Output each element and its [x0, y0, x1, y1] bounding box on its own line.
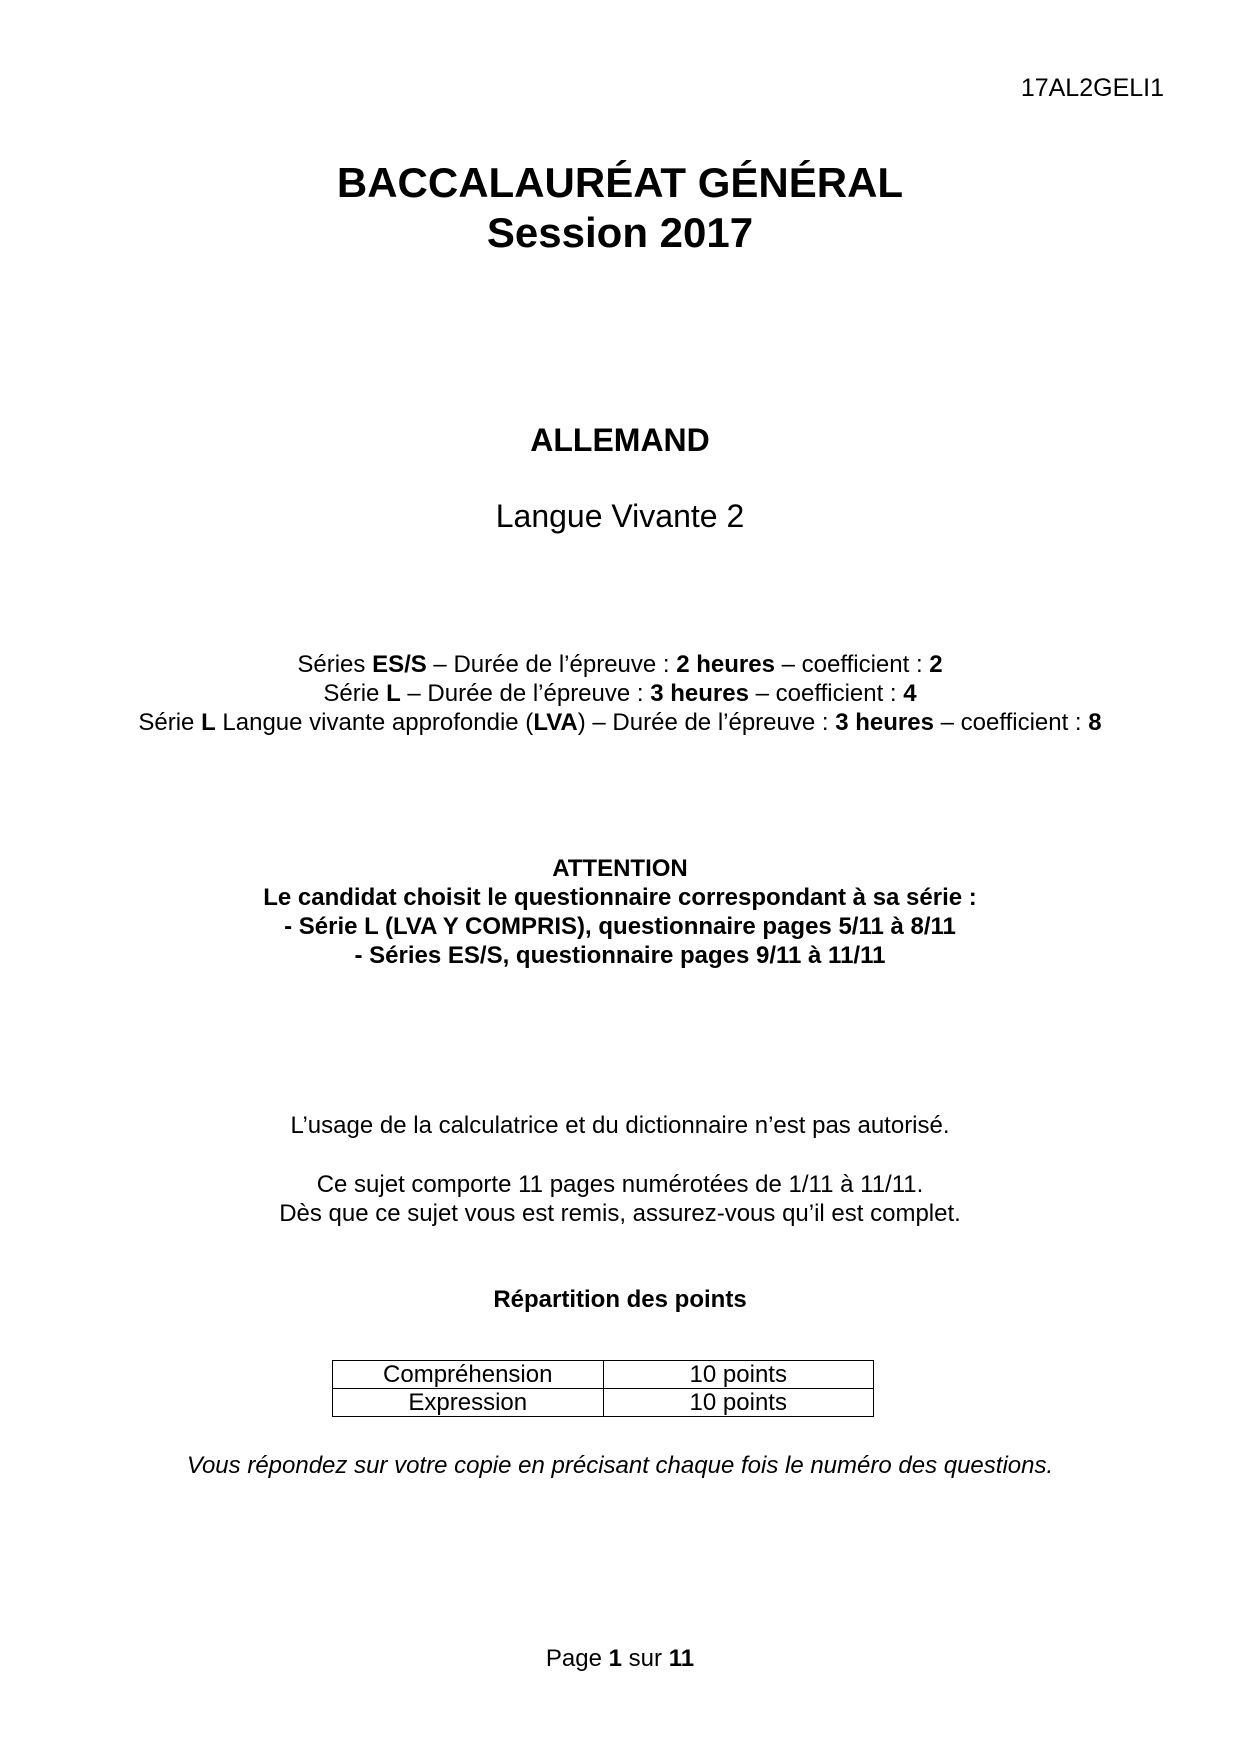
footer-page-total: 11 [668, 1645, 695, 1672]
series-bold: L [386, 680, 401, 707]
footer-text: Page [545, 1645, 609, 1672]
table-cell-label: Expression [333, 1389, 604, 1417]
footer-text: sur [622, 1645, 669, 1672]
subject-name: ALLEMAND [530, 422, 710, 458]
series-bold: LVA [533, 709, 578, 736]
series-text: ) – Durée de l’épreuve : [577, 709, 836, 736]
usage-notice: L’usage de la calculatrice et du dictionnaire n’est pas autorisé. [290, 1112, 950, 1139]
series-text: Langue vivante approfondie ( [215, 709, 534, 736]
series-line-l [0, 679, 1240, 708]
series-text: – coefficient : [748, 680, 904, 707]
subject-level: Langue Vivante 2 [495, 498, 745, 534]
attention-block [0, 854, 1240, 970]
series-bold: 2 heures [676, 651, 775, 678]
instruction-note: Vous répondez sur votre copie en précisant chaque fois le numéro des questions. [186, 1452, 1054, 1479]
series-bold: 3 heures [835, 709, 934, 736]
footer-page-number: 1 [608, 1645, 622, 1672]
table-cell-label: Compréhension [333, 1361, 604, 1389]
series-bold: 8 [1088, 709, 1102, 736]
pages-info-line: Ce sujet comporte 11 pages numérotées de 1/11 à 11/11. [316, 1171, 924, 1198]
series-text: Séries [297, 651, 373, 678]
series-bold: 3 heures [650, 680, 749, 707]
pages-info [0, 1170, 1240, 1228]
series-text: Série [138, 709, 202, 736]
exam-title-line1: BACCALAURÉAT GÉNÉRAL [336, 159, 904, 206]
repartition-heading: Répartition des points [493, 1286, 747, 1313]
series-text: Série [323, 680, 387, 707]
series-bold: ES/S [372, 651, 427, 678]
series-line-es-s [0, 650, 1240, 679]
series-bold: 2 [929, 651, 943, 678]
table-cell-points: 10 points [603, 1361, 874, 1389]
table-cell-points: 10 points [603, 1389, 874, 1417]
attention-line: - Séries ES/S, questionnaire pages 9/11 à 11/11 [354, 942, 886, 969]
page-footer [0, 1645, 1240, 1673]
series-line-lva [0, 708, 1240, 737]
attention-line: Le candidat choisit le questionnaire correspondant à sa série : [263, 884, 977, 911]
series-bold: L [201, 709, 216, 736]
points-table [332, 1360, 874, 1417]
series-info [0, 650, 1240, 737]
exam-session: Session 2017 [486, 209, 754, 256]
series-text: – coefficient : [774, 651, 930, 678]
series-text: – Durée de l’épreuve : [400, 680, 651, 707]
document-code: 17AL2GELI1 [1020, 74, 1164, 102]
exam-title [0, 158, 1240, 258]
attention-line: - Série L (LVA Y COMPRIS), questionnaire pages 5/11 à 8/11 [284, 913, 956, 940]
series-bold: 4 [903, 680, 917, 707]
table-row [333, 1361, 874, 1389]
series-text: – coefficient : [933, 709, 1089, 736]
attention-heading: ATTENTION [552, 855, 688, 882]
table-row [333, 1389, 874, 1417]
pages-info-line: Dès que ce sujet vous est remis, assurez-vous qu’il est complet. [279, 1200, 961, 1227]
series-text: – Durée de l’épreuve : [426, 651, 677, 678]
